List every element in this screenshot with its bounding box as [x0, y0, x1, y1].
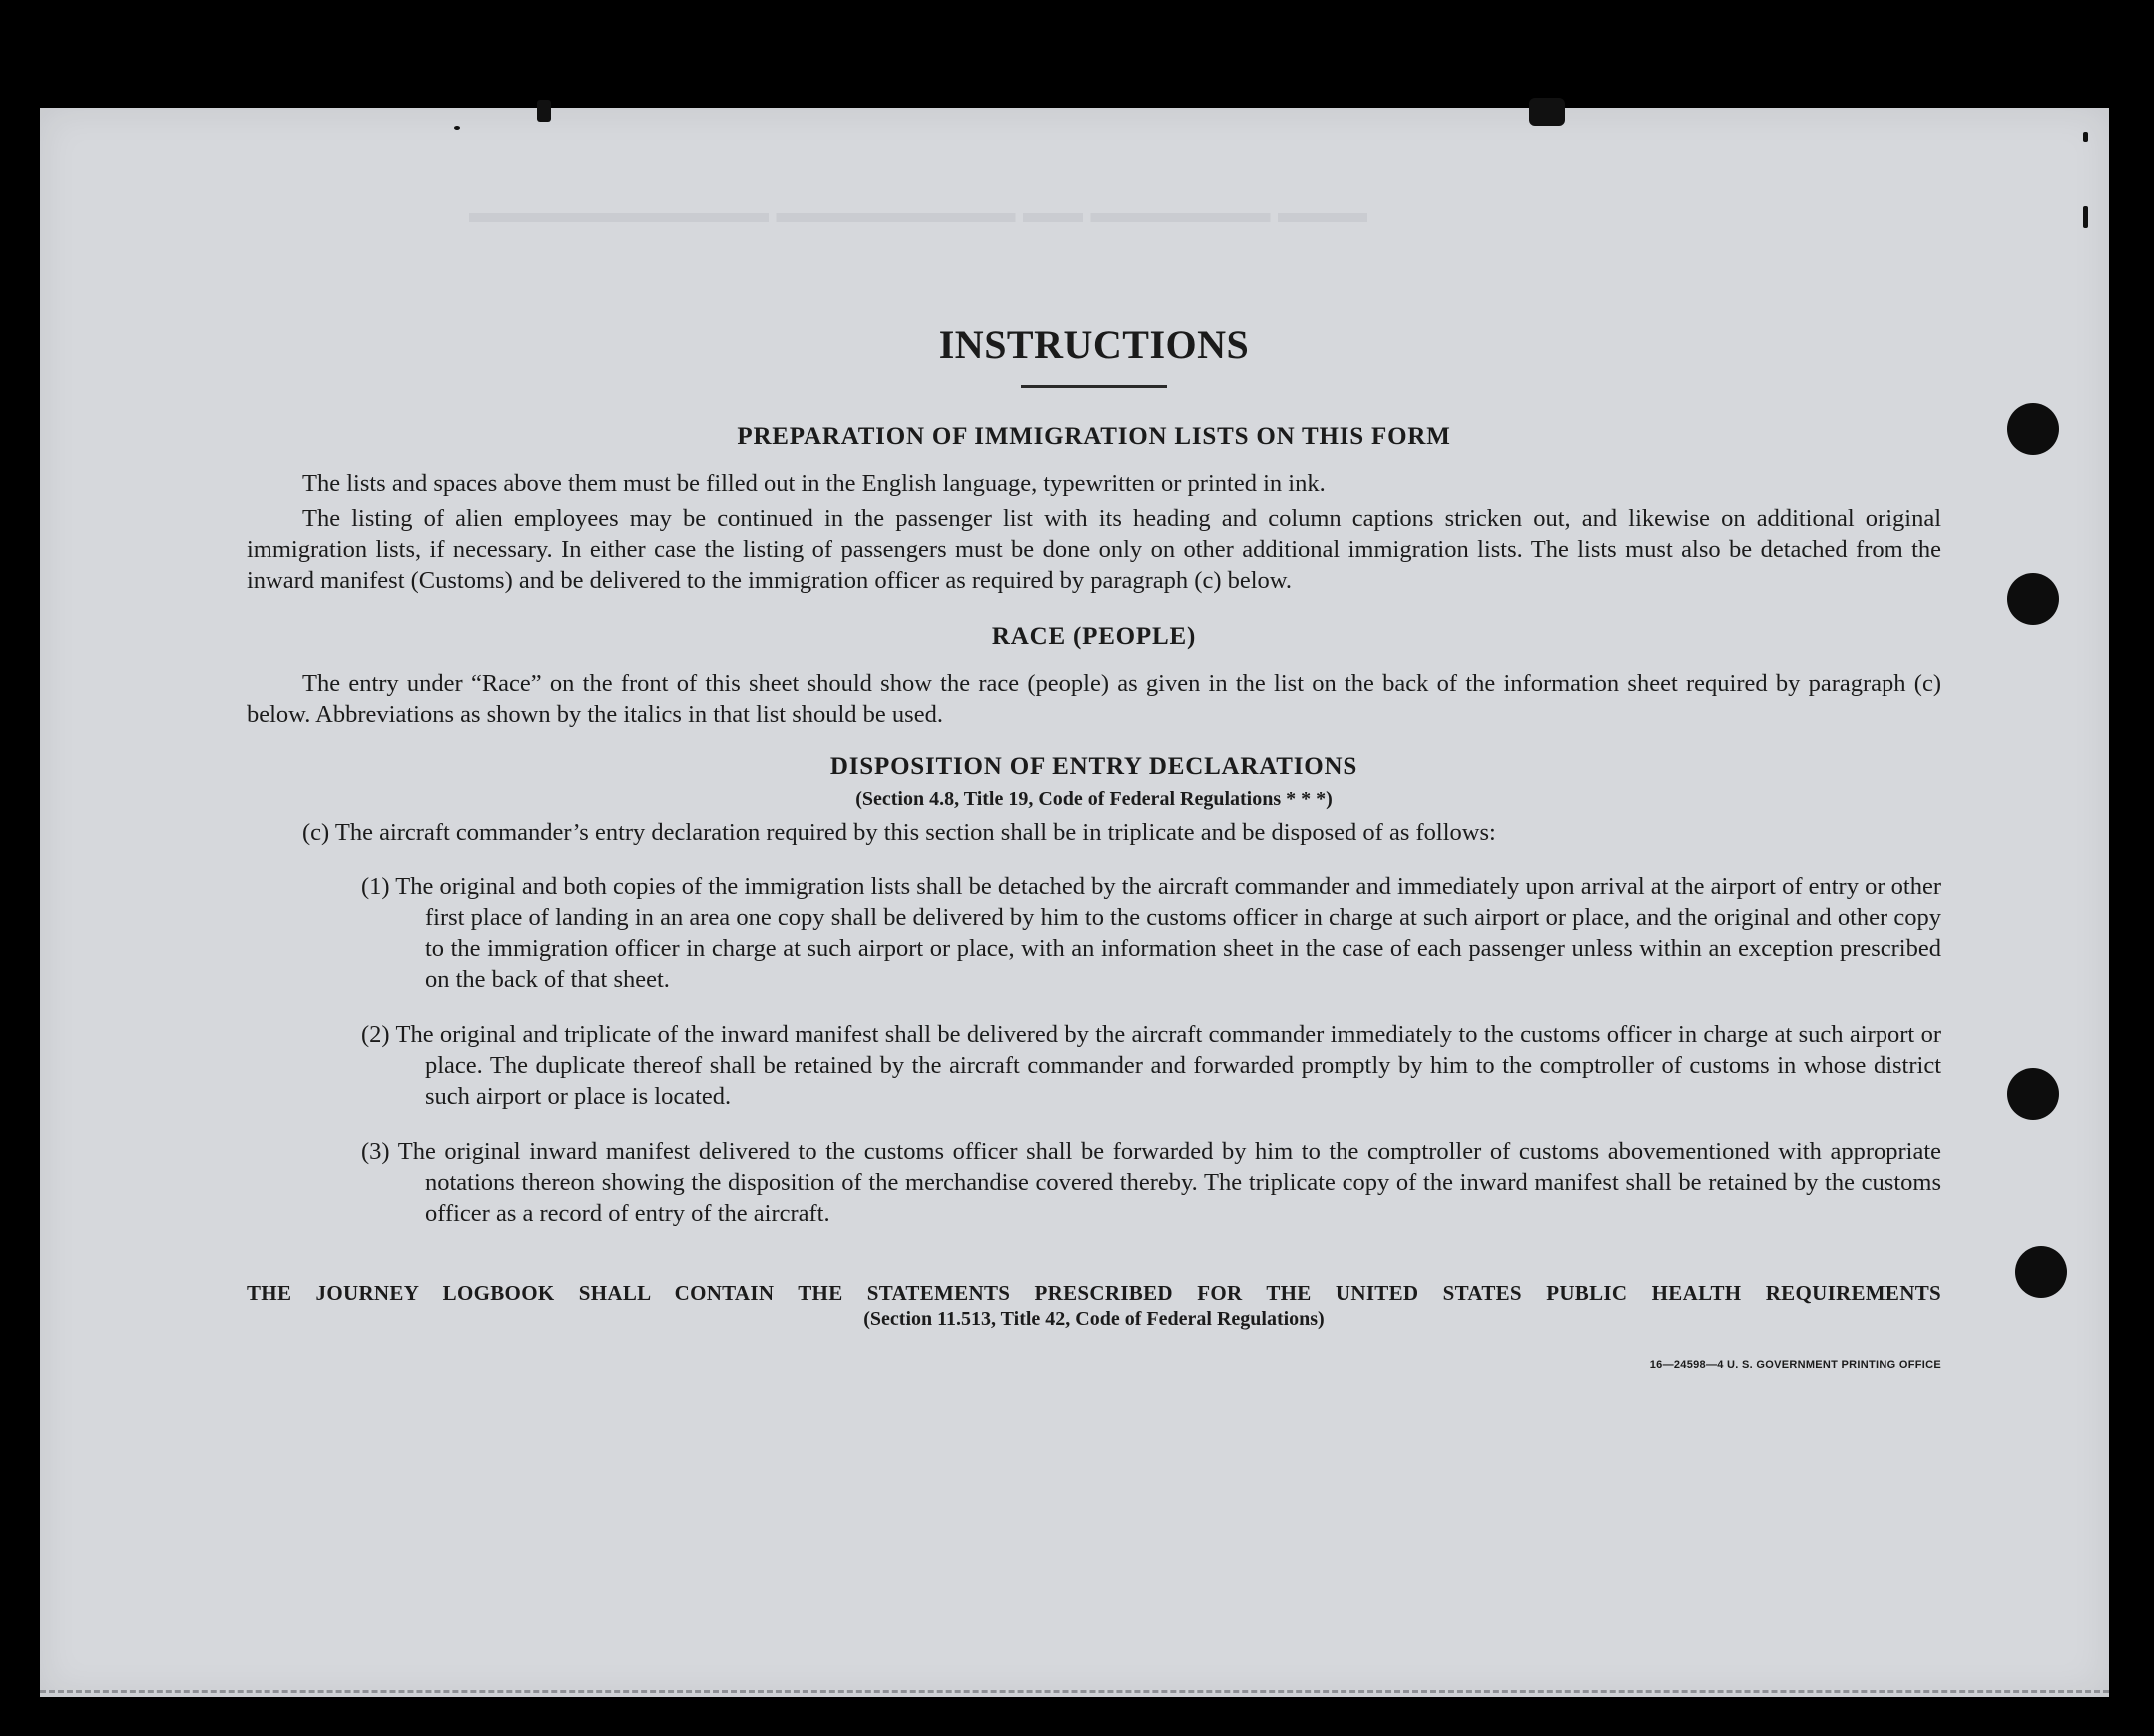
health-statement: THE JOURNEY LOGBOOK SHALL CONTAIN THE STATEMENTS PRESCRIBED FOR THE UNITED STATES PUBLIC HEALTH REQUIREMENTS	[247, 1281, 1941, 1305]
instructions-body	[247, 214, 1941, 1371]
disposition-heading: DISPOSITION OF ENTRY DECLARATIONS	[829, 753, 1358, 780]
ink-speck	[1529, 98, 1565, 126]
imprint-row	[247, 1331, 1941, 1371]
punch-hole	[2007, 573, 2059, 625]
page-title: INSTRUCTIONS	[938, 322, 1250, 367]
disposition-intro: (c) The aircraft commander’s entry declaration required by this section shall be in triplicate and be disposed of as follows:	[302, 819, 1496, 846]
punch-hole	[2007, 1068, 2059, 1120]
ink-speck	[2083, 132, 2088, 142]
preparation-paragraph-2: The listing of alien employees may be continued in the passenger list with its heading and column captions stricken out, and likewise on additional original immigration lists, if necessary. In either case the listing of passengers must be done only on other additional immigration lists. The lists must also be detached from the inward manifest (Customs) and be delivered to the immigration officer as required by paragraph (c) below.	[247, 505, 1941, 594]
race-heading: RACE (PEOPLE)	[991, 623, 1197, 650]
perforation-line	[40, 1690, 2109, 1693]
punch-hole	[2007, 403, 2059, 455]
disposition-item-3: (3) The original inward manifest delivered to the customs officer shall be forwarded by him to the comptroller of customs abovementioned with appropriate notations thereon showing the disposition of the merchandise covered thereby. The triplicate copy of the inward manifest shall be retained by the customs officer as a record of entry of the aircraft.	[361, 1138, 1941, 1227]
bleed-through-text: ▬▬▬ ▬▬▬▬▬▬ ▬▬ ▬▬▬▬▬▬▬▬ ▬▬▬▬▬▬▬▬▬▬	[469, 196, 1367, 229]
disposition-item-1: (1) The original and both copies of the immigration lists shall be detached by the aircraft commander and immediately upon arrival at the airport of entry or other first place of landing in an area one copy shall be delivered by him to the customs officer in charge at such airport or place, and the original and other copy to the immigration officer in charge at such airport or place, with an information sheet in the case of each passenger unless within an exception prescribed on the back of that sheet.	[361, 873, 1941, 993]
preparation-heading: PREPARATION OF IMMIGRATION LISTS ON THIS FORM	[737, 423, 1451, 450]
ink-speck	[537, 100, 551, 122]
preparation-paragraph-1: The lists and spaces above them must be filled out in the English language, typewritten or printed in ink.	[302, 470, 1326, 497]
race-paragraph: The entry under “Race” on the front of this sheet should show the race (people) as given in the list on the back of the information sheet required by paragraph (c) below. Abbreviations as shown by the italics in that list should be used.	[247, 670, 1941, 728]
printing-office-imprint: 16—24598—4 U. S. GOVERNMENT PRINTING OFFICE	[1649, 1359, 1941, 1371]
title-underline	[1021, 385, 1167, 388]
punch-hole	[2015, 1246, 2067, 1298]
ink-speck	[2083, 206, 2088, 228]
health-citation: (Section 11.513, Title 42, Code of Federal Regulations)	[863, 1308, 1325, 1330]
disposition-citation: (Section 4.8, Title 19, Code of Federal Regulations * * *)	[855, 788, 1333, 810]
ink-speck	[454, 126, 460, 130]
disposition-item-2: (2) The original and triplicate of the inward manifest shall be delivered by the aircraft commander immediately to the customs officer in charge at such airport or place. The duplicate thereof shall be retained by the aircraft commander and forwarded promptly by him to the comptroller of customs in whose district such airport or place is located.	[361, 1021, 1941, 1110]
